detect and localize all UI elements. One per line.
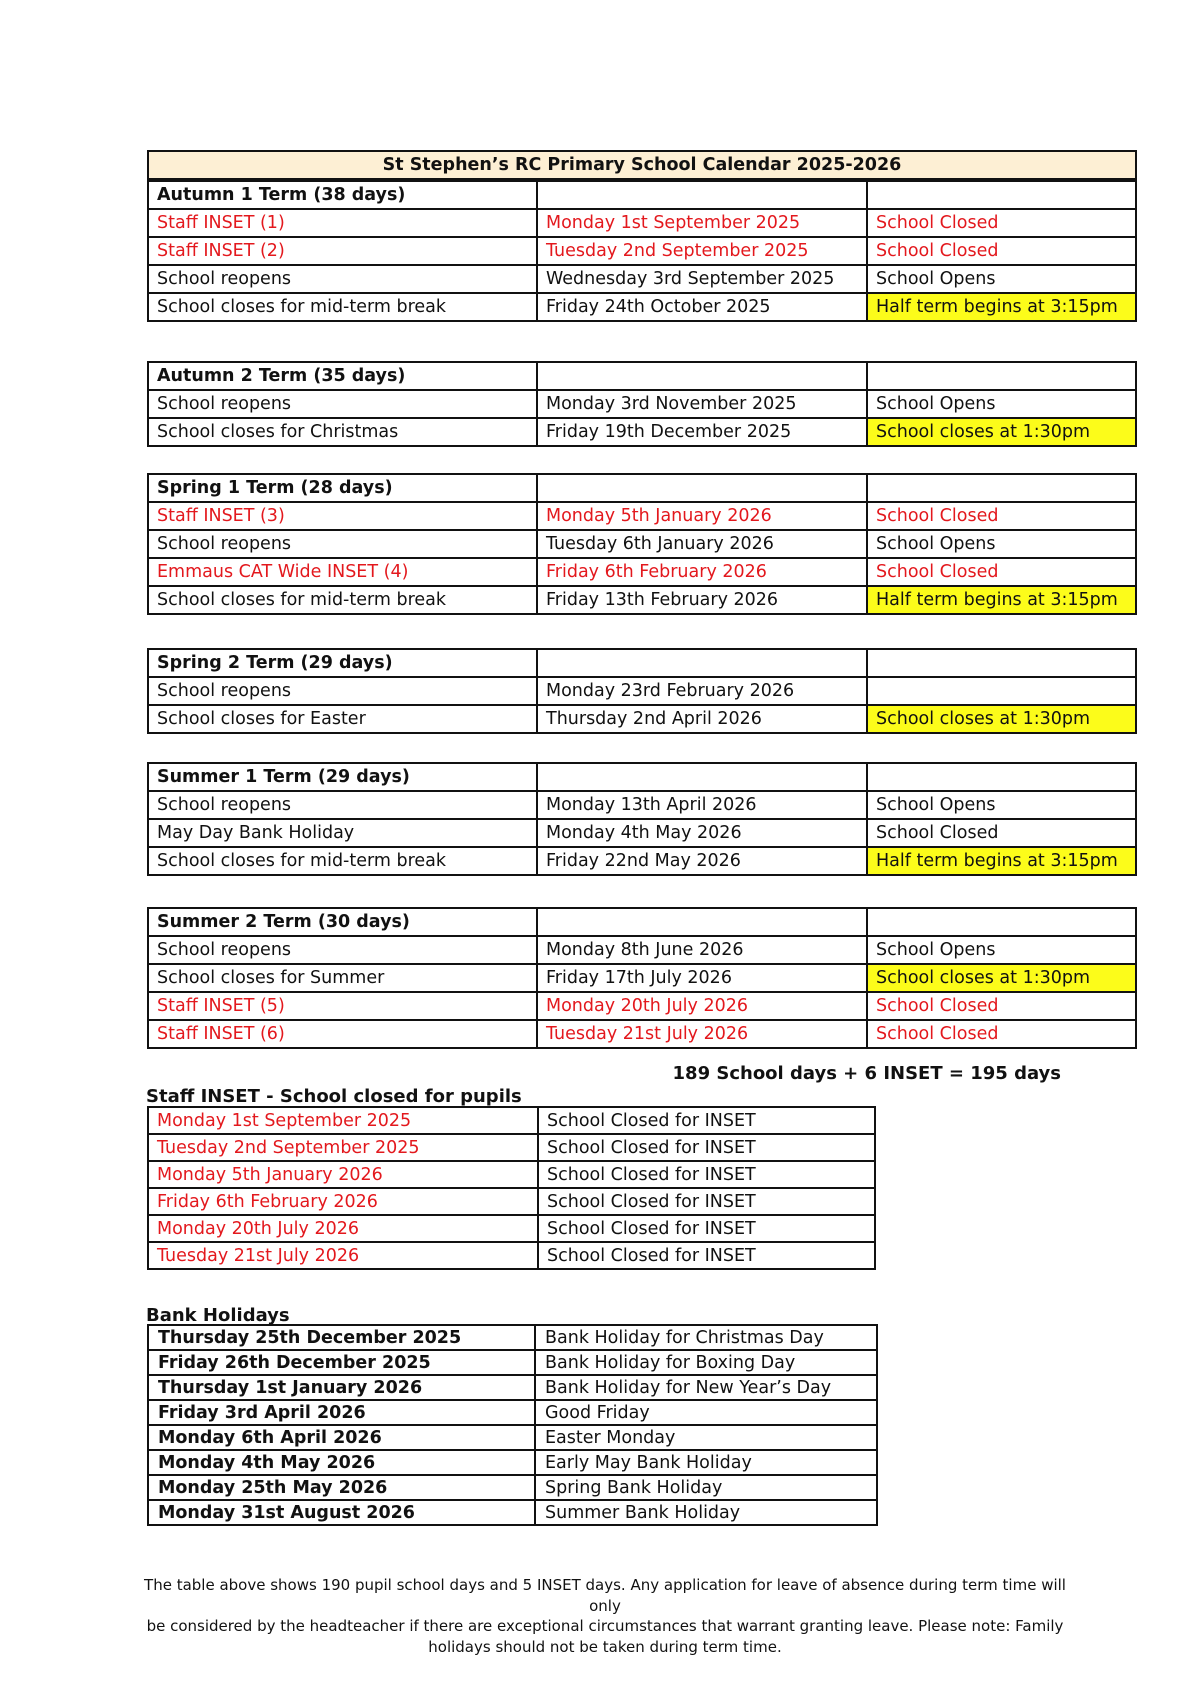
bank-holiday-row: [148, 1325, 877, 1350]
event-status: School Opens: [867, 265, 1136, 293]
event-name: School closes for mid-term break: [148, 847, 537, 875]
event-date: Monday 1st September 2025: [537, 209, 867, 237]
event-name: School reopens: [148, 791, 537, 819]
event-status: School Opens: [867, 530, 1136, 558]
inset-row: [148, 1215, 875, 1242]
event-status: School Closed: [867, 502, 1136, 530]
term-event-row: [148, 677, 1136, 705]
event-name: Staff INSET (6): [148, 1020, 537, 1048]
term-event-row: [148, 558, 1136, 586]
inset-date: Friday 6th February 2026: [148, 1188, 538, 1215]
event-status: [867, 677, 1136, 705]
term-heading: Spring 1 Term (28 days): [148, 474, 537, 502]
event-status: School Closed: [867, 992, 1136, 1020]
empty-cell: [867, 763, 1136, 791]
bank-holiday-row: [148, 1375, 877, 1400]
term-event-row: [148, 390, 1136, 418]
term-event-row: [148, 791, 1136, 819]
bank-holiday-name: Summer Bank Holiday: [535, 1500, 877, 1525]
term-event-row: [148, 418, 1136, 446]
event-date: Friday 24th October 2025: [537, 293, 867, 321]
event-name: School reopens: [148, 530, 537, 558]
bank-holiday-row: [148, 1400, 877, 1425]
bank-holiday-date: Thursday 1st January 2026: [148, 1375, 535, 1400]
event-date: Friday 6th February 2026: [537, 558, 867, 586]
event-status: School closes at 1:30pm: [867, 964, 1136, 992]
term-event-row: [148, 992, 1136, 1020]
inset-heading: Staff INSET - School closed for pupils: [146, 1086, 522, 1107]
footer-line: be considered by the headteacher if there are exceptional circumstances that warrant granting leave. Please note: Family: [146, 1617, 1064, 1635]
term-heading: Summer 2 Term (30 days): [148, 908, 537, 936]
bank-holiday-name: Bank Holiday for Boxing Day: [535, 1350, 877, 1375]
event-date: Tuesday 21st July 2026: [537, 1020, 867, 1048]
event-status: School Closed: [867, 819, 1136, 847]
term-event-row: [148, 936, 1136, 964]
inset-note: School Closed for INSET: [538, 1242, 875, 1269]
term-table: [147, 361, 1137, 447]
term-event-row: [148, 1020, 1136, 1048]
term-heading-row: [148, 474, 1136, 502]
event-status: School Closed: [867, 558, 1136, 586]
bank-holiday-name: Bank Holiday for New Year’s Day: [535, 1375, 877, 1400]
term-event-row: [148, 530, 1136, 558]
term-heading: Summer 1 Term (29 days): [148, 763, 537, 791]
bank-holiday-row: [148, 1425, 877, 1450]
term-event-row: [148, 502, 1136, 530]
bank-holiday-row: [148, 1350, 877, 1375]
event-date: Monday 13th April 2026: [537, 791, 867, 819]
term-event-row: [148, 265, 1136, 293]
footer-line: The table above shows 190 pupil school days and 5 INSET days. Any application for leave of absence during term time will only: [144, 1576, 1066, 1615]
event-status: Half term begins at 3:15pm: [867, 847, 1136, 875]
event-name: School reopens: [148, 677, 537, 705]
event-date: Friday 17th July 2026: [537, 964, 867, 992]
bank-holiday-date: Friday 26th December 2025: [148, 1350, 535, 1375]
empty-cell: [537, 181, 867, 209]
bank-holiday-date: Monday 25th May 2026: [148, 1475, 535, 1500]
inset-row: [148, 1134, 875, 1161]
term-event-row: [148, 293, 1136, 321]
event-name: Staff INSET (2): [148, 237, 537, 265]
event-name: School closes for Easter: [148, 705, 537, 733]
inset-note: School Closed for INSET: [538, 1161, 875, 1188]
calendar-title: St Stephen’s RC Primary School Calendar 2025-2026: [148, 151, 1136, 179]
footer-note: [140, 1575, 1070, 1657]
total-days: 189 School days + 6 INSET = 195 days: [672, 1063, 1061, 1084]
event-date: Tuesday 6th January 2026: [537, 530, 867, 558]
term-event-row: [148, 847, 1136, 875]
event-date: Monday 23rd February 2026: [537, 677, 867, 705]
term-table: [147, 180, 1137, 322]
term-heading-row: [148, 649, 1136, 677]
event-date: Friday 13th February 2026: [537, 586, 867, 614]
event-status: Half term begins at 3:15pm: [867, 293, 1136, 321]
inset-note: School Closed for INSET: [538, 1107, 875, 1134]
term-event-row: [148, 237, 1136, 265]
term-table: [147, 473, 1137, 615]
event-date: Monday 8th June 2026: [537, 936, 867, 964]
bank-holiday-row: [148, 1450, 877, 1475]
inset-date: Monday 1st September 2025: [148, 1107, 538, 1134]
term-heading-row: [148, 763, 1136, 791]
term-heading-row: [148, 181, 1136, 209]
bank-holidays-table: [147, 1324, 878, 1526]
empty-cell: [867, 649, 1136, 677]
event-date: Thursday 2nd April 2026: [537, 705, 867, 733]
bank-holiday-name: Easter Monday: [535, 1425, 877, 1450]
term-event-row: [148, 586, 1136, 614]
empty-cell: [867, 474, 1136, 502]
event-name: Emmaus CAT Wide INSET (4): [148, 558, 537, 586]
term-event-row: [148, 964, 1136, 992]
bank-holiday-name: Good Friday: [535, 1400, 877, 1425]
inset-row: [148, 1188, 875, 1215]
event-status: School Closed: [867, 1020, 1136, 1048]
bank-holiday-date: Friday 3rd April 2026: [148, 1400, 535, 1425]
event-name: Staff INSET (5): [148, 992, 537, 1020]
event-status: School Closed: [867, 237, 1136, 265]
inset-date: Monday 5th January 2026: [148, 1161, 538, 1188]
event-date: Monday 4th May 2026: [537, 819, 867, 847]
event-status: School Closed: [867, 209, 1136, 237]
inset-date: Monday 20th July 2026: [148, 1215, 538, 1242]
event-status: School closes at 1:30pm: [867, 418, 1136, 446]
bank-holiday-date: Monday 31st August 2026: [148, 1500, 535, 1525]
term-heading-row: [148, 362, 1136, 390]
footer-line: holidays should not be taken during term time.: [428, 1637, 782, 1656]
event-name: School closes for Summer: [148, 964, 537, 992]
event-date: Tuesday 2nd September 2025: [537, 237, 867, 265]
event-status: Half term begins at 3:15pm: [867, 586, 1136, 614]
term-event-row: [148, 819, 1136, 847]
bank-holiday-date: Monday 4th May 2026: [148, 1450, 535, 1475]
event-name: School closes for mid-term break: [148, 586, 537, 614]
event-name: School reopens: [148, 265, 537, 293]
term-heading: Spring 2 Term (29 days): [148, 649, 537, 677]
inset-note: School Closed for INSET: [538, 1188, 875, 1215]
inset-note: School Closed for INSET: [538, 1215, 875, 1242]
bank-holiday-date: Thursday 25th December 2025: [148, 1325, 535, 1350]
term-event-row: [148, 209, 1136, 237]
term-heading: Autumn 2 Term (35 days): [148, 362, 537, 390]
empty-cell: [867, 181, 1136, 209]
empty-cell: [537, 474, 867, 502]
inset-date: Tuesday 2nd September 2025: [148, 1134, 538, 1161]
inset-note: School Closed for INSET: [538, 1134, 875, 1161]
calendar-title-row: [148, 151, 1136, 179]
empty-cell: [537, 908, 867, 936]
event-name: School closes for Christmas: [148, 418, 537, 446]
bank-heading: Bank Holidays: [146, 1305, 290, 1326]
term-table: [147, 762, 1137, 876]
term-heading: Autumn 1 Term (38 days): [148, 181, 537, 209]
empty-cell: [537, 649, 867, 677]
empty-cell: [537, 362, 867, 390]
empty-cell: [867, 908, 1136, 936]
event-date: Monday 20th July 2026: [537, 992, 867, 1020]
event-status: School Opens: [867, 936, 1136, 964]
bank-holiday-row: [148, 1500, 877, 1525]
event-name: School closes for mid-term break: [148, 293, 537, 321]
empty-cell: [537, 763, 867, 791]
event-name: School reopens: [148, 390, 537, 418]
term-table: [147, 648, 1137, 734]
event-date: Wednesday 3rd September 2025: [537, 265, 867, 293]
inset-row: [148, 1242, 875, 1269]
event-name: Staff INSET (3): [148, 502, 537, 530]
bank-holiday-name: Early May Bank Holiday: [535, 1450, 877, 1475]
event-name: School reopens: [148, 936, 537, 964]
term-heading-row: [148, 908, 1136, 936]
event-date: Monday 3rd November 2025: [537, 390, 867, 418]
inset-row: [148, 1161, 875, 1188]
event-date: Friday 22nd May 2026: [537, 847, 867, 875]
bank-holiday-name: Spring Bank Holiday: [535, 1475, 877, 1500]
bank-holiday-name: Bank Holiday for Christmas Day: [535, 1325, 877, 1350]
event-date: Monday 5th January 2026: [537, 502, 867, 530]
event-date: Friday 19th December 2025: [537, 418, 867, 446]
bank-holiday-row: [148, 1475, 877, 1500]
empty-cell: [867, 362, 1136, 390]
inset-row: [148, 1107, 875, 1134]
event-name: May Day Bank Holiday: [148, 819, 537, 847]
term-table: [147, 907, 1137, 1049]
event-status: School closes at 1:30pm: [867, 705, 1136, 733]
event-status: School Opens: [867, 791, 1136, 819]
inset-date: Tuesday 21st July 2026: [148, 1242, 538, 1269]
event-name: Staff INSET (1): [148, 209, 537, 237]
event-status: School Opens: [867, 390, 1136, 418]
inset-table: [147, 1106, 876, 1270]
term-event-row: [148, 705, 1136, 733]
calendar-table: [147, 150, 1137, 180]
bank-holiday-date: Monday 6th April 2026: [148, 1425, 535, 1450]
